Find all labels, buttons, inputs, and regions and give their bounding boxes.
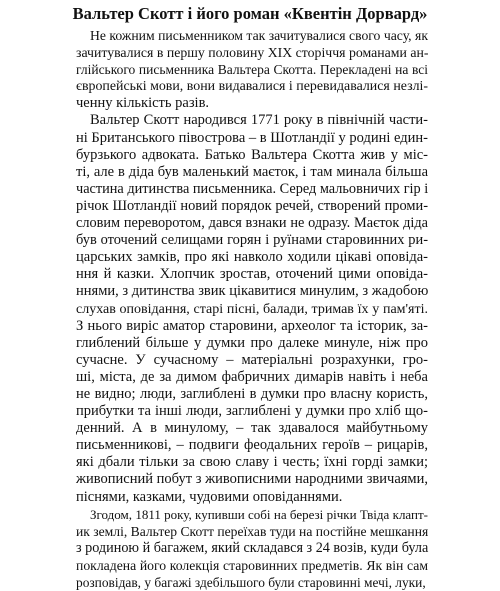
text-line: ння й казки. Хлопчик зростав, оточений цими оповіда- <box>76 266 428 283</box>
text-line: прибутки та інші люди, заглиблені у думки про хліб що- <box>76 403 428 420</box>
text-line: європейські мови, вони видавалися і перевидавалися незлі- <box>76 79 428 95</box>
text-line: не видно; люди, заглиблені в думки про власну користь, <box>76 385 428 402</box>
text-line: глиблений більше у думки про далеке минуле, ніж про <box>76 334 428 351</box>
text-line: був оточений селищами горян і руїнами старовинних ри- <box>76 232 428 249</box>
paragraph <box>76 506 428 591</box>
text-line: слухав оповідання, старі пісні, балади, тримав їх у пам'яті. <box>76 301 428 317</box>
text-line: ннями, з дитинства звик цікавитися минулим, з жадобою <box>76 283 429 300</box>
text-line: ик землі, Вальтер Скотт переїхав туди на постійне мешкання <box>76 523 429 539</box>
text-line: письменникові, – подвиги феодальних героїв – рицарів, <box>76 437 428 454</box>
text-line: Не кожним письменником так зачитувалися свого часу, як <box>90 28 428 43</box>
text-line: сучасне. У сучасному – матеріальні розрахунки, гро- <box>76 351 428 368</box>
text-line: денний. А в минулому, – так здавалося майбутньому <box>76 420 428 437</box>
text-line: словим переворотом, дався взнаки не одразу. Маєток діда <box>76 215 428 232</box>
text-line: частина дитинства письменника. Серед мальовничих гір і <box>76 180 429 197</box>
text-line: живописний побут з живописними народними звичаями, <box>76 471 428 488</box>
text-line: покладена його колекція старовинних предметів. Як він сам <box>76 557 428 573</box>
text-line: ті, але в діда був маленький маєток, і там минала більша <box>76 163 428 180</box>
text-line: які дбали тільки за свою славу і честь; їхні горді замки; <box>76 454 428 471</box>
text-line: З нього виріс аматор старовини, археолог та історик, за- <box>76 317 428 334</box>
text-line: Згодом, 1811 року, купивши собі на березі річки Твіда клапт- <box>90 506 428 522</box>
paragraph <box>76 112 428 505</box>
text-line: з родиною й багажем, який складався з 24 возів, куди була <box>76 539 429 556</box>
text-line: царських замків, про які навколо ходили цікаві оповіда- <box>76 249 428 266</box>
text-line: глійського письменника Вальтера Скотта. Перекладені на всі <box>76 62 428 78</box>
text-line: розповідав, у багажі здебільшого були старовинні мечі, луки, <box>76 575 426 590</box>
text-line: річок Шотландії новий порядок речей, створений проми- <box>76 197 428 214</box>
text-line: бурзького адвоката. Батько Вальтера Скотта жив у міс- <box>76 146 428 163</box>
text-line: ні Британського півострова – в Шотландії у родині един- <box>76 129 428 146</box>
text-line: ші, міста, де за димом фабричних димарів навіть і неба <box>76 368 428 385</box>
text-line: Вальтер Скотт народився 1771 року в північній части- <box>90 112 428 129</box>
article-body <box>76 27 428 591</box>
page-title: Вальтер Скотт і його роман «Квентін Дорвард» <box>72 4 428 23</box>
text-line: зачитувалися в першу половину XIX сторіччя романами ан- <box>76 45 429 61</box>
paragraph <box>76 27 428 112</box>
text-line: ченну кількість разів. <box>76 95 210 112</box>
text-line: піснями, казками, чудовими оповіданнями. <box>76 488 343 505</box>
